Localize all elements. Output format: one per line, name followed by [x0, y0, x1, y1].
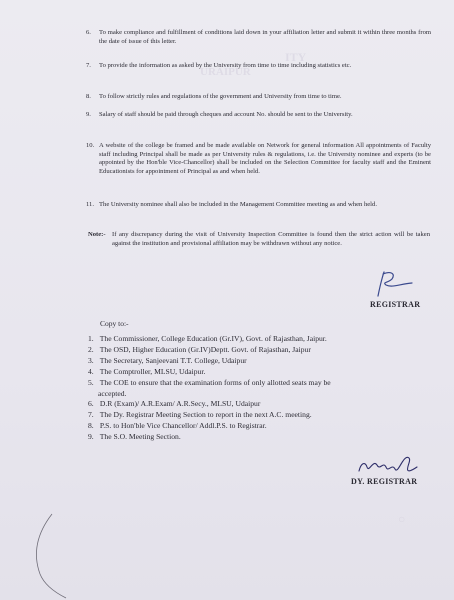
note-text: If any discrepancy during the visit of University Inspection Committee is found then the strict action will be taken against the institution and provisional affiliation may be withdrawn without any notice. [112, 231, 430, 247]
list-item-number: 7. [88, 410, 94, 420]
list-item [88, 345, 428, 356]
condition-text: To make compliance and fulfillment of conditions laid down in your affiliation letter and submit it within three months from the date of issue of this letter. [99, 29, 431, 45]
list-item-text: The Secretary, Sanjeevani T.T. College, Udaipur [99, 355, 247, 365]
list-item [88, 410, 428, 421]
list-item-text: The Dy. Registrar Meeting Section to report in the next A.C. meeting. [99, 410, 312, 420]
list-item-text: The OSD, Higher Education (Gr.IV)Deptt. Govt. of Rajasthan, Jaipur [99, 344, 311, 354]
bleed-through-mark: URAIPUR [200, 66, 251, 78]
condition-number: 11. [86, 201, 94, 208]
list-item [88, 334, 428, 345]
bleed-through-mark: ○ [398, 512, 406, 526]
list-item-number: 4. [88, 366, 94, 376]
condition-number: 10. [86, 142, 95, 149]
copy-to-heading: Copy to:- [100, 319, 129, 328]
condition-10 [86, 142, 431, 176]
list-item-number: 1. [88, 334, 94, 343]
condition-text: A website of the college be framed and be made available on Network for general information All appointments of Faculty staff including Principal shall be made as per University rules & regulations, i.e. the University nominee and experts (to be appointed by the Hon'ble Vice-Chancellor) shall be included on the Selection Committee for faculty staff and the Eminent Educationists for appointment of Principal as and when held. [99, 142, 431, 175]
list-item-continuation: accepted. [98, 388, 127, 398]
note-label: Note:- [88, 231, 106, 238]
condition-text: To follow strictly rules and regulations of the government and University from time to time. [99, 93, 342, 100]
condition-text: To provide the information as asked by the University from time to time including statistics etc. [99, 62, 352, 69]
list-item-text: D.R (Exam)/ A.R.Exam/ A.R.Secy., MLSU, Udaipur [99, 399, 261, 409]
condition-number: 8. [86, 93, 91, 100]
list-item-number: 3. [88, 355, 94, 365]
condition-9 [86, 111, 431, 120]
condition-text: Salary of staff should be paid through cheques and account No. should be sent to the University. [99, 111, 353, 118]
list-item-number: 6. [88, 399, 94, 409]
condition-number: 6. [86, 29, 91, 36]
note-block [88, 231, 430, 248]
condition-11 [86, 201, 431, 210]
list-item-number: 2. [88, 344, 94, 354]
list-item-number: 8. [88, 421, 94, 431]
bleed-through-mark: ITY [285, 50, 307, 64]
list-item [88, 378, 428, 389]
list-item [88, 399, 428, 410]
copy-to-list [88, 334, 428, 443]
list-item-text: The COE to ensure that the examination forms of only allotted seats may be [99, 377, 331, 387]
registrar-signature [370, 268, 420, 300]
list-item-number: 9. [88, 432, 94, 442]
condition-8 [86, 93, 431, 102]
condition-6 [86, 29, 431, 46]
condition-text: The University nominee shall also be included in the Management Committee meeting as and when held. [99, 201, 377, 208]
registrar-title: REGISTRAR [370, 300, 421, 309]
list-item-text: The Commissioner, College Education (Gr.IV), Govt. of Rajasthan, Jaipur. [99, 334, 327, 343]
list-item-text: The Comptroller, MLSU, Udaipur. [99, 366, 206, 376]
dy-registrar-title: DY. REGISTRAR [351, 477, 418, 486]
list-item-number: 5. [88, 377, 94, 387]
condition-number: 9. [86, 111, 91, 118]
list-item [88, 367, 428, 378]
condition-number: 7. [86, 62, 91, 69]
list-item-text: The S.O. Meeting Section. [99, 432, 181, 442]
paper-fold-line [10, 512, 70, 600]
list-item [88, 356, 428, 367]
list-item-text: P.S. to Hon'ble Vice Chancellor/ Addl.P.S. to Registrar. [99, 421, 267, 431]
list-item [88, 432, 428, 443]
list-item [88, 421, 428, 432]
condition-7 [86, 62, 431, 71]
